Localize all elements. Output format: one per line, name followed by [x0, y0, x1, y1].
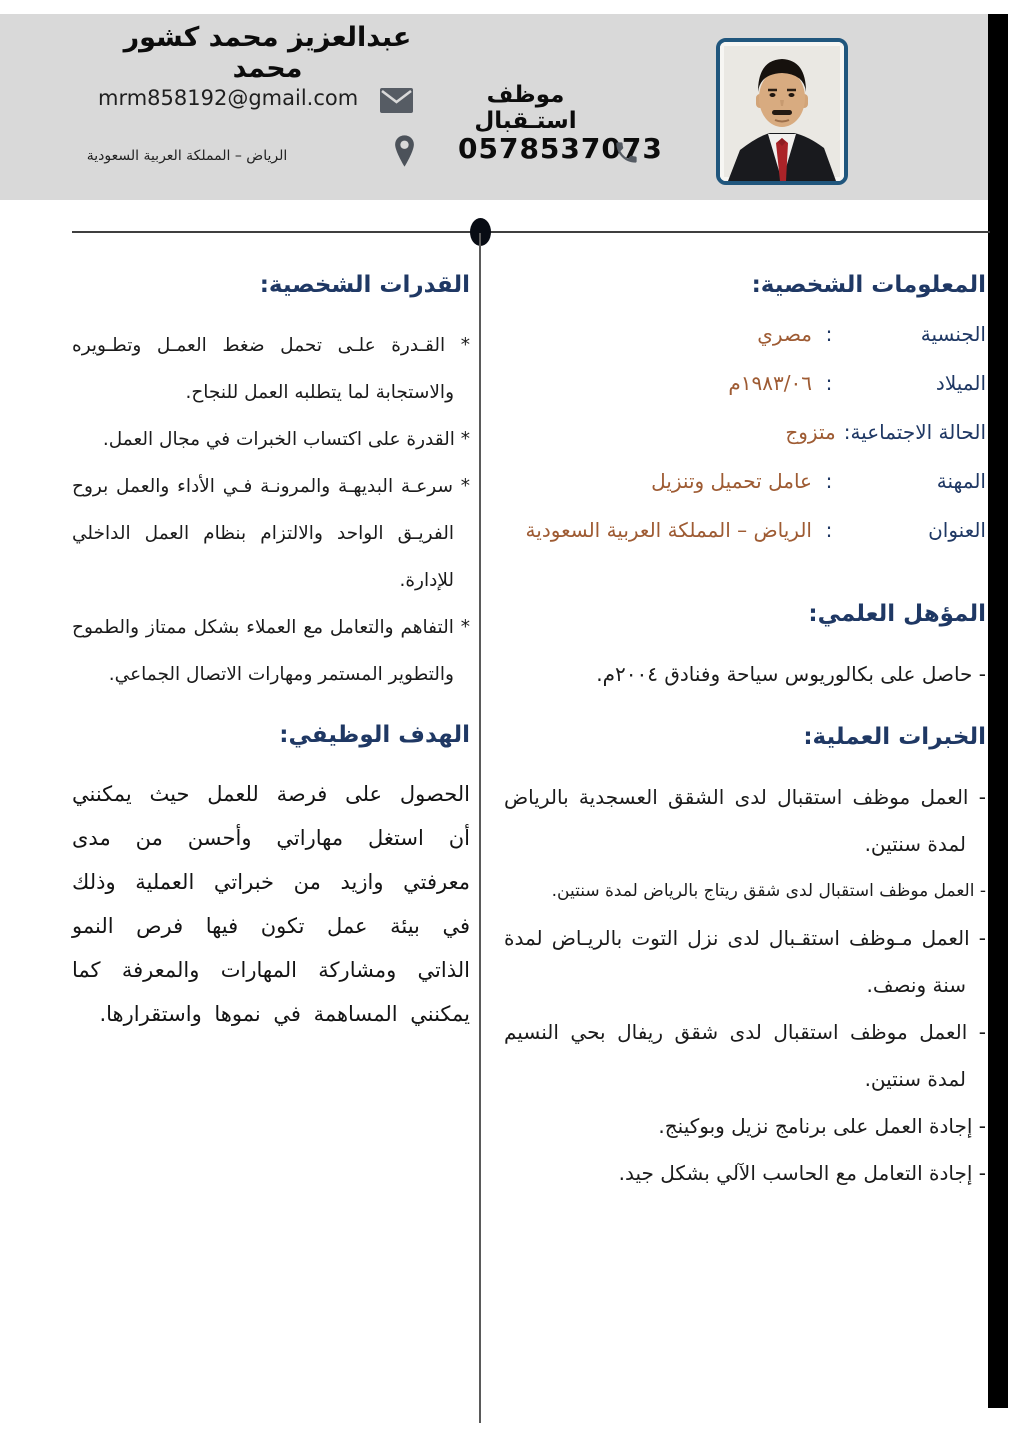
field-label: العنوان [928, 518, 986, 542]
horizontal-divider [72, 231, 990, 233]
experience-item: - العمل مـوظف استقـبال لدى نزل التوت بالريـاض لمدة سنة ونصف. [504, 926, 986, 997]
column-divider [479, 233, 481, 1423]
map-pin-icon [392, 134, 417, 168]
field-value: ١٩٨٣/٠٦م [728, 371, 812, 395]
right-column [504, 272, 986, 1197]
field-label: الميلاد [935, 371, 986, 395]
email-text: mrm858192@gmail.com [98, 86, 359, 110]
field-colon: : [825, 518, 833, 542]
field-row-address [504, 518, 986, 567]
experience-item: - العمل موظف استقبال لدى شقق ريتاج بالرياض لمدة سنتين. [551, 881, 986, 901]
field-value: مصري [757, 322, 812, 346]
education-item: - حاصل على بكالوريوس سياحة وفنادق ٢٠٠٤م. [596, 662, 986, 686]
scan-artifact-bar [988, 14, 1008, 1408]
education-list [504, 651, 986, 698]
section-heading-experience: الخبرات العملية: [803, 724, 986, 750]
ability-item: * التفاهم والتعامل مع العملاء بشكل ممتاز والطموح والتطوير المستمر ومهارات الاتصال الجماعي. [72, 617, 470, 685]
section-heading-objective: الهدف الوظيفي: [279, 722, 470, 748]
field-colon: : [825, 371, 833, 395]
field-row-profession [504, 469, 986, 518]
section-heading-personal-info: المعلومات الشخصية: [751, 272, 986, 298]
field-label: الحالة الاجتماعية: [843, 420, 986, 444]
field-value: متزوج [785, 420, 836, 444]
location-text: الرياض – المملكة العربية السعودية [86, 148, 288, 164]
abilities-list [72, 322, 470, 698]
experience-item: - إجادة العمل على برنامج نزيل وبوكينج. [658, 1114, 986, 1138]
field-row-marital-status [504, 420, 986, 469]
ability-item: * سرعـة البديهـة والمرونـة فـي الأداء والعمل بروح الفريـق الواحد والالتزام بنظام العمل الداخلي للإدارة. [72, 476, 470, 591]
section-heading-education: المؤهل العلمي: [808, 601, 986, 627]
experience-list [504, 774, 986, 1197]
experience-item: - العمل موظف استقبال لدى شقق ريفال بحي النسيم لمدة سنتين. [504, 1020, 986, 1091]
experience-item: - إجادة التعامل مع الحاسب الآلي بشكل جيد. [618, 1161, 986, 1185]
candidate-name: عبدالعزيز محمد كشور محمد [123, 22, 412, 84]
experience-item: - العمل موظف استقبال لدى الشقق العسجدية بالرياض لمدة سنتين. [504, 785, 986, 856]
profile-photo [716, 38, 848, 185]
section-heading-abilities: القدرات الشخصية: [259, 272, 470, 298]
envelope-icon [380, 88, 413, 113]
field-label: المهنة [936, 469, 986, 493]
phone-handset-icon [613, 139, 640, 166]
personal-info-fields [504, 322, 986, 567]
field-row-birth [504, 371, 986, 420]
field-label: الجنسية [920, 322, 986, 346]
ability-item: * القـدرة علـى تحمل ضغط العمـل وتطـويره والاستجابة لما يتطلبه العمل للنجاح. [72, 335, 470, 403]
field-value: الرياض – المملكة العربية السعودية [525, 518, 812, 542]
field-colon: : [825, 322, 833, 346]
field-row-nationality [504, 322, 986, 371]
left-column [72, 272, 470, 1036]
phone-number: 0578537073 [458, 132, 663, 165]
ability-item: * القدرة على اكتساب الخبرات في مجال العمل. [102, 429, 470, 450]
field-colon: : [825, 469, 833, 493]
job-title: موظف استـقبال [474, 82, 577, 134]
field-value: عامل تحميل وتنزيل [651, 469, 812, 493]
objective-text: الحصول على فرصة للعمل حيث يمكنني أن استغل مهاراتي وأحسن من مدى معرفتي وازيد من خبراتي العملية وذلك في بيئة عمل تكون فيها فرص النمو الذاتي ومشاركة المهارات والمعرفة كما يمكنني المساهمة في نموها واستقرارها. [72, 782, 470, 1026]
